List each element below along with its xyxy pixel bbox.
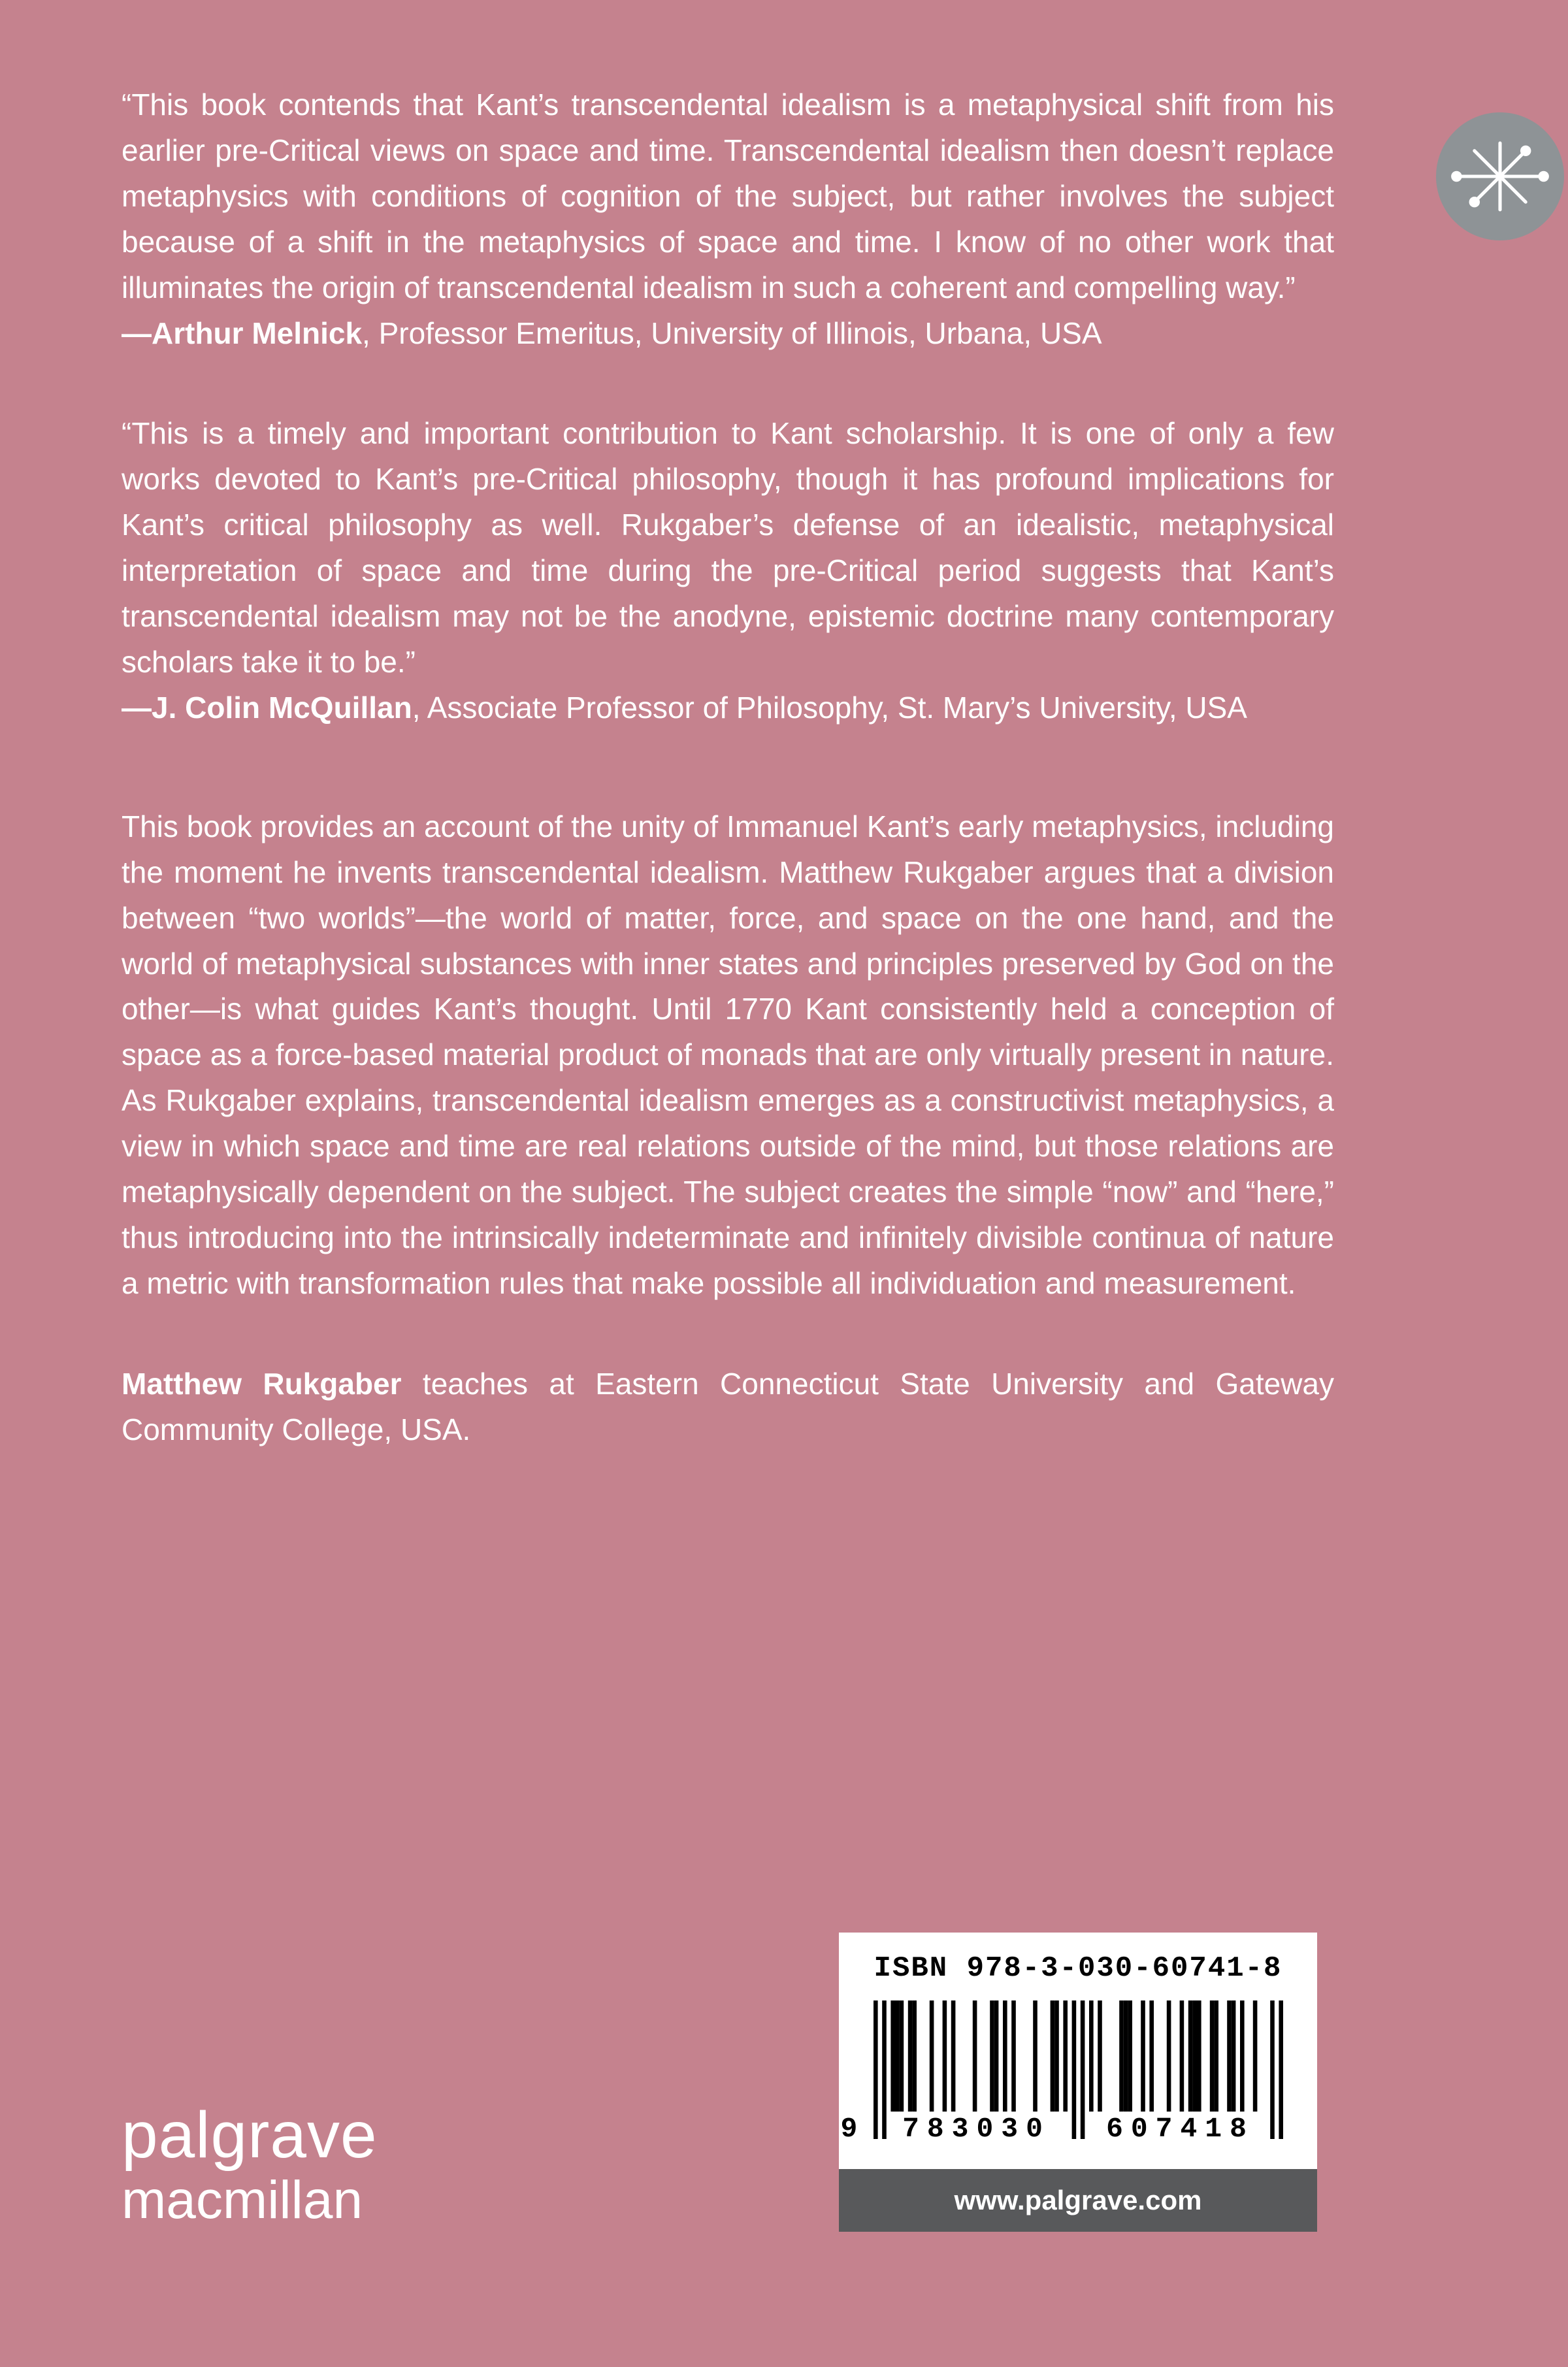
endorsement-quote-1 [122, 82, 1334, 356]
website-text: www.palgrave.com [954, 2185, 1202, 2215]
author-name: Matthew Rukgaber [122, 1366, 402, 1401]
ean-barcode [840, 2000, 1283, 2145]
palgrave-flower-icon [1436, 112, 1564, 240]
quote-attribution [122, 685, 1334, 731]
book-description: This book provides an account of the unity of Immanuel Kant’s early metaphysics, including the moment he invents transcendental idealism. Matthew Rukgaber argues that a division between “two worlds”—the world of matter, force, and space on the one hand, and the world of metaphysical substances with inner states and principles preserved by God on the other—is what guides Kant’s thought. Until 1770 Kant consistently held a conception of space as a force-based material product of monads that are only virtually present in nature. As Rukgaber explains, transcendental idealism emerges as a constructivist metaphysics, a view in which space and time are real relations outside of the mind, but those relations are metaphysically dependent on the subject. The subject creates the simple “now” and “here,” thus introducing into the intrinsically indeterminate and infinitely divisible continua of nature a metric with transformation rules that make possible all individuation and measurement. [122, 809, 1334, 1300]
quote-text: “This is a timely and important contribution to Kant scholarship. It is one of only a few works devoted to Kant’s pre-Critical philosophy, though it has profound implications for Kant’s critical philosophy as well. Rukgaber’s defense of an idealistic, metaphysical interpretation of space and time during the pre-Critical period suggests that Kant’s transcendental idealism may not be the anodyne, epistemic doctrine many contemporary scholars take it to be.” [122, 416, 1334, 679]
quote-attribution [122, 311, 1334, 357]
barcode-digits-right: 607418 [1093, 2113, 1268, 2145]
endorsement-quote-2 [122, 411, 1334, 730]
publisher-name-palgrave: palgrave [122, 2098, 378, 2172]
barcode-digit-lead: 9 [840, 2113, 858, 2145]
isbn-label: ISBN 978-3-030-60741-8 [874, 1952, 1282, 1985]
attribution-details: , Associate Professor of Philosophy, St. Mary’s University, USA [412, 690, 1247, 725]
attribution-name: —J. Colin McQuillan [122, 690, 412, 725]
attribution-name: —Arthur Melnick [122, 316, 363, 350]
quote-text: “This book contends that Kant’s transcendental idealism is a metaphysical shift from his earlier pre-Critical views on space and time. Transcendental idealism then doesn’t replace metaphysics with conditions of cognition of the subject, but rather involves the subject because of a shift in the metaphysics of space and time. I know of no other work that illuminates the origin of transcendental idealism in such a coherent and compelling way.” [122, 88, 1334, 304]
attribution-details: , Professor Emeritus, University of Illinois, Urbana, USA [362, 316, 1102, 350]
author-bio-text: teaches at Eastern Connecticut State University and Gateway Community College, USA. [122, 1366, 1334, 1446]
publisher-website [839, 2169, 1317, 2232]
back-cover-text-column [122, 82, 1334, 1453]
author-bio [122, 1362, 1334, 1453]
publisher-name-macmillan: macmillan [122, 2170, 363, 2230]
publisher-logo [122, 2098, 378, 2230]
isbn-block [839, 1933, 1317, 2169]
barcode-digits-left: 783030 [889, 2113, 1064, 2145]
